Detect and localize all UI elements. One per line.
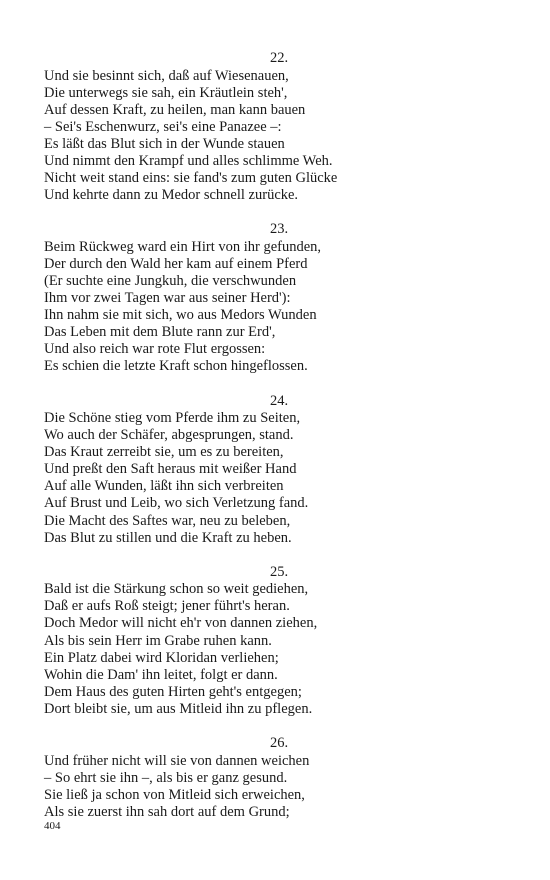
verse-line: Das Blut zu stillen und die Kraft zu heben. bbox=[44, 529, 292, 546]
verse-line: Es läßt das Blut sich in der Wunde stauen bbox=[44, 135, 285, 152]
verse-line: Ihm vor zwei Tagen war aus seiner Herd'): bbox=[44, 290, 291, 307]
stanza-25 bbox=[44, 564, 514, 718]
verse-line: Und früher nicht will sie von dannen weichen bbox=[44, 752, 310, 769]
verse-line: Ihn nahm sie mit sich, wo aus Medors Wunden bbox=[44, 307, 317, 324]
page-number: 404 bbox=[44, 820, 61, 832]
stanza-number: 23. bbox=[269, 221, 289, 238]
verse-line: Die Schöne stieg vom Pferde ihm zu Seiten, bbox=[44, 410, 301, 426]
verse-line: Es schien die letzte Kraft schon hingeflossen. bbox=[44, 358, 308, 375]
verse-line: Auf dessen Kraft, zu heilen, man kann bauen bbox=[44, 101, 306, 118]
verse-line: Auf Brust und Leib, wo sich Verletzung fand. bbox=[44, 495, 309, 512]
stanza-26 bbox=[44, 735, 514, 821]
verse-line: Beim Rückweg ward ein Hirt von ihr gefunden, bbox=[44, 238, 322, 255]
verse-line: (Er suchte eine Jungkuh, die verschwunden bbox=[44, 272, 297, 289]
verse-line: Daß er aufs Roß steigt; jener führt's heran. bbox=[44, 598, 290, 615]
stanza-24 bbox=[44, 393, 514, 547]
stanza-number: 25. bbox=[269, 563, 289, 580]
verse-line: Nicht weit stand eins: sie fand's zum guten Glücke bbox=[44, 170, 338, 187]
stanza-22 bbox=[44, 50, 514, 204]
verse-line: Wo auch der Schäfer, abgesprungen, stand. bbox=[44, 427, 294, 444]
verse-line: Und also reich war rote Flut ergossen: bbox=[44, 341, 266, 358]
poem-text bbox=[44, 50, 514, 838]
verse-line: Und sie besinnt sich, daß auf Wiesenauen, bbox=[44, 67, 289, 84]
verse-line: – Sei's Eschenwurz, sei's eine Panazee –: bbox=[44, 118, 282, 135]
verse-line: Ein Platz dabei wird Kloridan verliehen; bbox=[44, 649, 279, 666]
verse-line: Die unterwegs sie sah, ein Kräutlein steh', bbox=[44, 84, 288, 101]
verse-line: Die Macht des Saftes war, neu zu beleben, bbox=[44, 512, 291, 529]
verse-line: Wohin die Dam' ihn leitet, folgt er dann. bbox=[44, 666, 278, 683]
verse-line: Und kehrte dann zu Medor schnell zurücke. bbox=[44, 187, 299, 204]
verse-line: Dort bleibt sie, um aus Mitleid ihn zu pflegen. bbox=[44, 700, 313, 717]
verse-line: Bald ist die Stärkung schon so weit gediehen, bbox=[44, 581, 309, 598]
verse-line: Auf alle Wunden, läßt ihn sich verbreiten bbox=[44, 478, 284, 495]
verse-line: Als bis sein Herr im Grabe ruhen kann. bbox=[44, 632, 272, 649]
verse-line: Das Kraut zerreibt sie, um es zu bereiten, bbox=[44, 444, 284, 461]
verse-line: Dem Haus des guten Hirten geht's entgegen; bbox=[44, 683, 302, 700]
verse-line: Sie ließ ja schon von Mitleid sich erweichen, bbox=[44, 786, 305, 803]
stanza-number: 22. bbox=[269, 50, 289, 66]
verse-line: Als sie zuerst ihn sah dort auf dem Grund; bbox=[44, 803, 290, 820]
verse-line: Das Leben mit dem Blute rann zur Erd', bbox=[44, 324, 276, 341]
verse-line: Der durch den Wald her kam auf einem Pferd bbox=[44, 255, 308, 272]
verse-line: – So ehrt sie ihn –, als bis er ganz gesund. bbox=[44, 769, 288, 786]
verse-line: Und nimmt den Krampf und alles schlimme Weh. bbox=[44, 152, 333, 169]
verse-line: Doch Medor will nicht eh'r von dannen ziehen, bbox=[44, 615, 318, 632]
stanza-number: 26. bbox=[269, 735, 289, 751]
stanza-23 bbox=[44, 221, 514, 375]
verse-line: Und preßt den Saft heraus mit weißer Hand bbox=[44, 461, 297, 478]
stanza-number: 24. bbox=[269, 392, 289, 409]
